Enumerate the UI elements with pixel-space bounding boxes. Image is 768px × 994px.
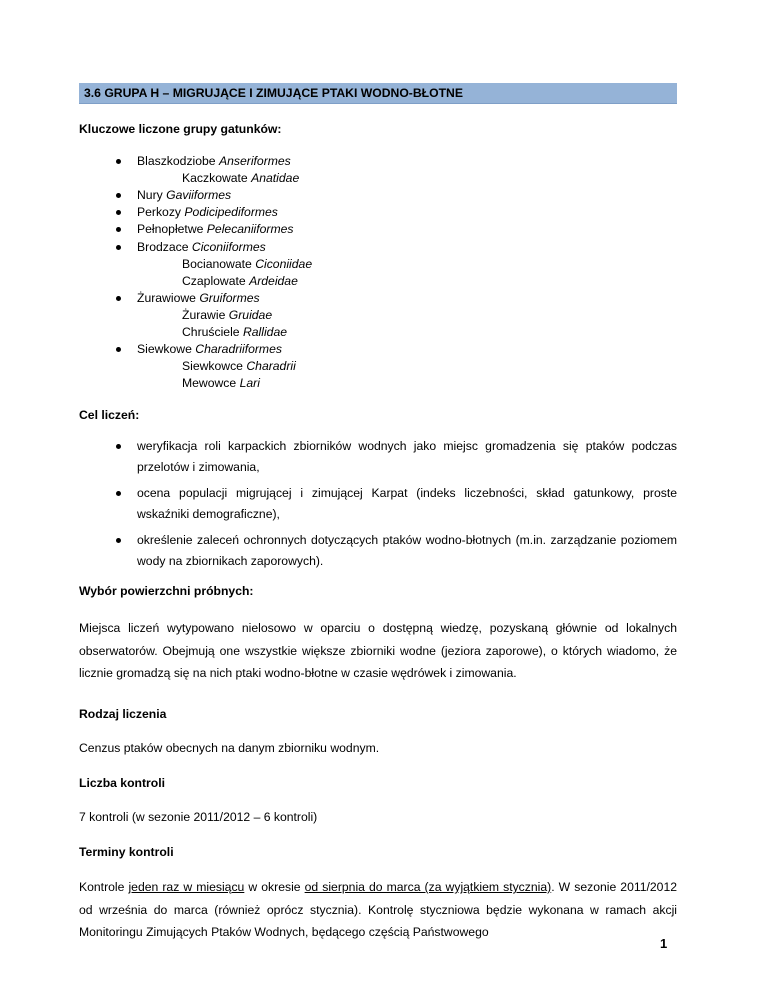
subgroup-item [182,324,287,340]
subgroup-item [182,273,298,289]
species-name: Blaszkodziobe [137,154,216,168]
bullet-icon [116,444,121,449]
subgroup-latin: Lari [239,376,260,391]
census-text: Cenzus ptaków obecnych na danym zbiorniku wodnym. [79,741,380,755]
subgroup-item [182,375,260,391]
terms-underlined: jeden raz w miesiącu [128,880,245,894]
subgroup-item [182,358,296,374]
bullet-icon [116,347,121,352]
page-number: 1 [660,936,668,951]
species-latin: Anseriformes [218,154,291,168]
subgroup-item [182,256,312,272]
subgroup-name: Czaplowate [182,273,246,288]
species-latin: Podicipediformes [184,205,278,220]
bullet-icon [116,159,121,164]
census-title: Rodzaj liczenia [79,707,167,721]
species-item [137,204,278,220]
count-title: Liczba kontroli [79,776,165,790]
subgroup-name: Żurawie [182,307,226,322]
species-item [137,221,294,237]
terms-text [79,876,677,944]
species-item [137,290,260,306]
terms-underlined: od sierpnia do marca (za wyjątkiem stycznia) [304,880,552,894]
species-name: Nury [137,188,163,203]
species-latin: Gruiformes [199,290,260,305]
bullet-icon [116,491,121,496]
subgroup-name: Kaczkowate [182,171,248,186]
terms-text-part: Kontrole [79,880,129,894]
subgroup-latin: Ardeidae [249,273,298,288]
bullet-icon [116,193,121,198]
subgroup-name: Chruściele [182,325,240,339]
subgroup-latin: Charadrii [246,359,296,374]
species-name: Perkozy [137,205,182,220]
species-item [137,187,231,203]
species-name: Pełnopłetwe [137,222,204,237]
subgroup-name: Mewowce [182,376,237,391]
subgroup-latin: Rallidae [242,325,288,339]
subgroup-item [182,170,299,186]
bullet-icon [116,210,121,215]
bullet-icon [116,296,121,301]
goal-item: ocena populacji migrującej i zimującej Karpat (indeks liczebności, skład gatunkowy, proste wskaźniki demograficzne), [137,486,677,521]
subgroup-latin: Gruidae [228,307,273,322]
goal-item: określenie zaleceń ochronnych dotyczących ptaków wodno-błotnych (m.in. zarządzanie poziomem wody na zbiornikach zaporowych). [137,533,677,568]
bullet-icon [116,227,121,232]
species-name: Siewkowe [137,342,192,357]
subgroup-latin: Anatidae [251,171,300,186]
subgroup-name: Siewkowce [182,359,243,374]
subgroup-latin: Ciconiidae [255,256,313,271]
species-latin: Ciconiiformes [191,239,266,254]
species-latin: Gaviiformes [166,188,232,203]
subgroup-name: Bocianowate [182,256,252,271]
goal-item: weryfikacja roli karpackich zbiorników wodnych jako miejsc gromadzenia się ptaków podczas przelotów i zimowania, [137,439,677,474]
species-name: Brodzace [137,239,189,254]
bullet-icon [116,245,121,250]
species-item [137,153,291,169]
terms-text-part: . W sezonie 2011/2012 od września do marca (również oprócz stycznia). Kontrolę styczniowa będzie wykonana w ramach akcji Monitoringu Zimujących Ptaków Wodnych, będącego częścią Państwowego [79,880,678,939]
section-heading: 3.6 GRUPA H – MIGRUJĄCE I ZIMUJĄCE PTAKI WODNO-BŁOTNE [84,86,463,100]
selection-title: Wybór powierzchni próbnych: [79,584,254,598]
species-name: Żurawiowe [137,290,196,305]
count-text: 7 kontroli (w sezonie 2011/2012 – 6 kontroli) [79,810,318,824]
species-title: Kluczowe liczone grupy gatunków: [79,122,282,136]
species-latin: Charadriiformes [195,342,282,357]
species-item [137,239,266,255]
species-item [137,341,282,357]
goal-title: Cel liczeń: [79,408,140,422]
selection-text: Miejsca liczeń wytypowano nielosowo w oparciu o dostępną wiedzę, pozyskaną głównie od lokalnych obserwatorów. Obejmują one wszystkie większe zbiorniki wodne (jeziora zaporowe), o których wiadomo, że licznie gromadzą się na nich ptaki wodno-błotne w czasie wędrówek i zimowania. [79,621,677,680]
subgroup-item [182,307,272,323]
terms-text-part: w okresie [244,880,305,894]
bullet-icon [116,538,121,543]
terms-title: Terminy kontroli [79,845,174,859]
species-latin: Pelecaniiformes [206,222,294,237]
